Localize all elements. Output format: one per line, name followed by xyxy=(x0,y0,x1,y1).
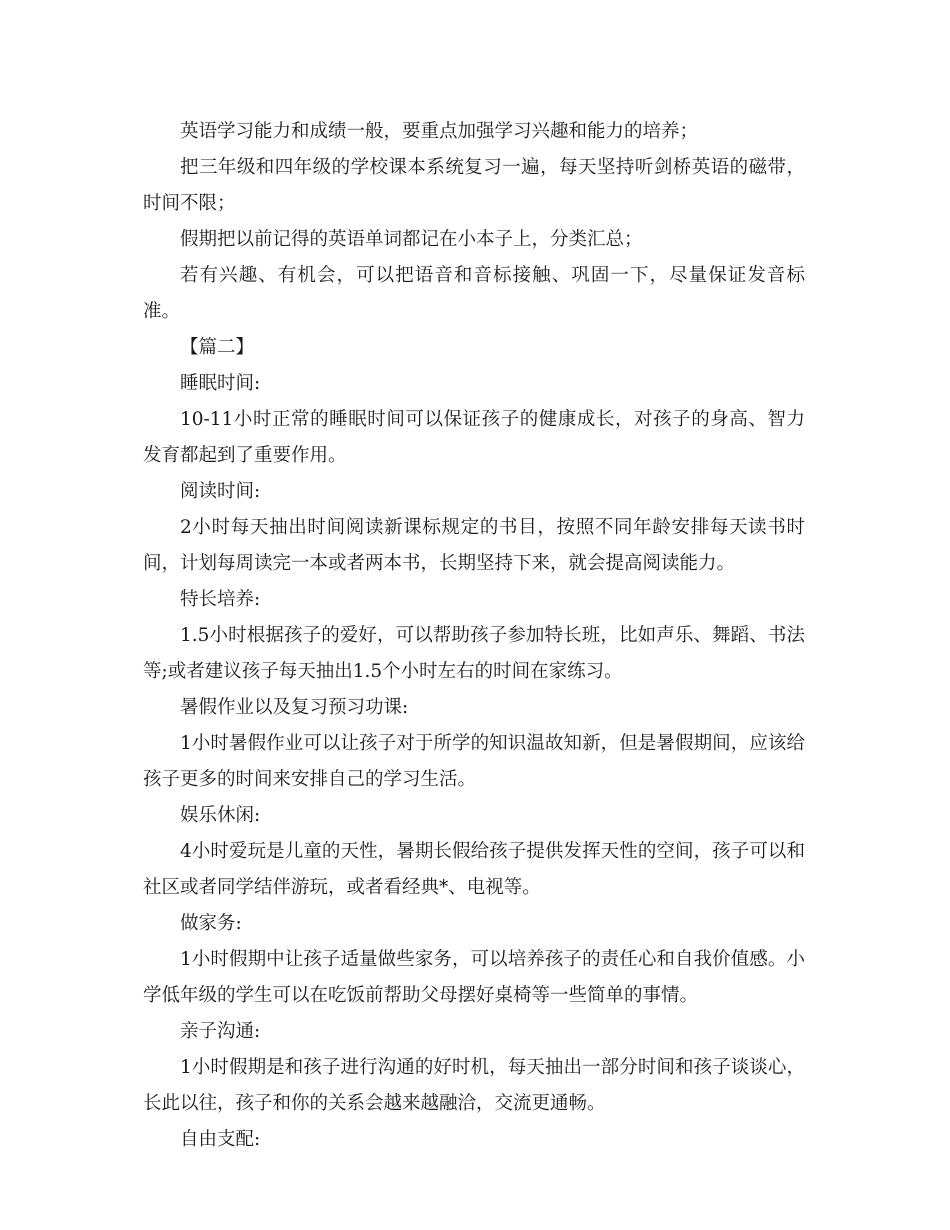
paragraph-housework: 1小时假期中让孩子适量做些家务，可以培养孩子的责任心和自我价值感。小学低年级的学生可以在吃饭前帮助父母摆好桌椅等一些简单的事情。 xyxy=(143,949,805,1006)
heading-housework: 做家务: xyxy=(180,913,242,934)
heading-talent-training: 特长培养: xyxy=(180,589,261,610)
heading-sleep-time: 睡眠时间: xyxy=(180,373,261,394)
heading-parent-child-communication: 亲子沟通: xyxy=(180,1021,261,1042)
paragraph-homework: 1小时暑假作业可以让孩子对于所学的知识温故知新，但是暑假期间，应该给孩子更多的时间来安排自己的学习生活。 xyxy=(143,733,805,790)
paragraph-phonetics: 若有兴趣、有机会，可以把语音和音标接触、巩固一下，尽量保证发音标准。 xyxy=(143,265,805,322)
paragraph-english-ability: 英语学习能力和成绩一般，要重点加强学习兴趣和能力的培养； xyxy=(180,121,699,142)
heading-free-time: 自由支配: xyxy=(180,1129,261,1150)
heading-reading-time: 阅读时间: xyxy=(180,481,261,502)
paragraph-parent-child-communication: 1小时假期是和孩子进行沟通的好时机，每天抽出一部分时间和孩子谈谈心，长此以往，孩子和你的关系会越来越融洽，交流更通畅。 xyxy=(143,1057,805,1114)
paragraph-vocabulary-notebook: 假期把以前记得的英语单词都记在小本子上，分类汇总； xyxy=(180,229,643,250)
section-heading-part-two: 【篇二】 xyxy=(180,337,255,358)
heading-homework: 暑假作业以及复习预习功课: xyxy=(180,697,409,718)
document-body xyxy=(143,114,805,1158)
paragraph-sleep-time: 10-11小时正常的睡眠时间可以保证孩子的健康成长，对孩子的身高、智力发育都起到了重要作用。 xyxy=(143,409,805,466)
paragraph-textbook-review: 把三年级和四年级的学校课本系统复习一遍，每天坚持听剑桥英语的磁带，时间不限； xyxy=(143,157,805,214)
paragraph-reading-time: 2小时每天抽出时间阅读新课标规定的书目，按照不同年龄安排每天读书时间，计划每周读完一本或者两本书，长期坚持下来，就会提高阅读能力。 xyxy=(143,517,805,574)
paragraph-talent-training: 1.5小时根据孩子的爱好，可以帮助孩子参加特长班，比如声乐、舞蹈、书法等;或者建议孩子每天抽出1.5个小时左右的时间在家练习。 xyxy=(143,625,805,682)
paragraph-leisure: 4小时爱玩是儿童的天性，暑期长假给孩子提供发挥天性的空间，孩子可以和社区或者同学结伴游玩，或者看经典*、电视等。 xyxy=(143,841,805,898)
heading-leisure: 娱乐休闲: xyxy=(180,805,261,826)
